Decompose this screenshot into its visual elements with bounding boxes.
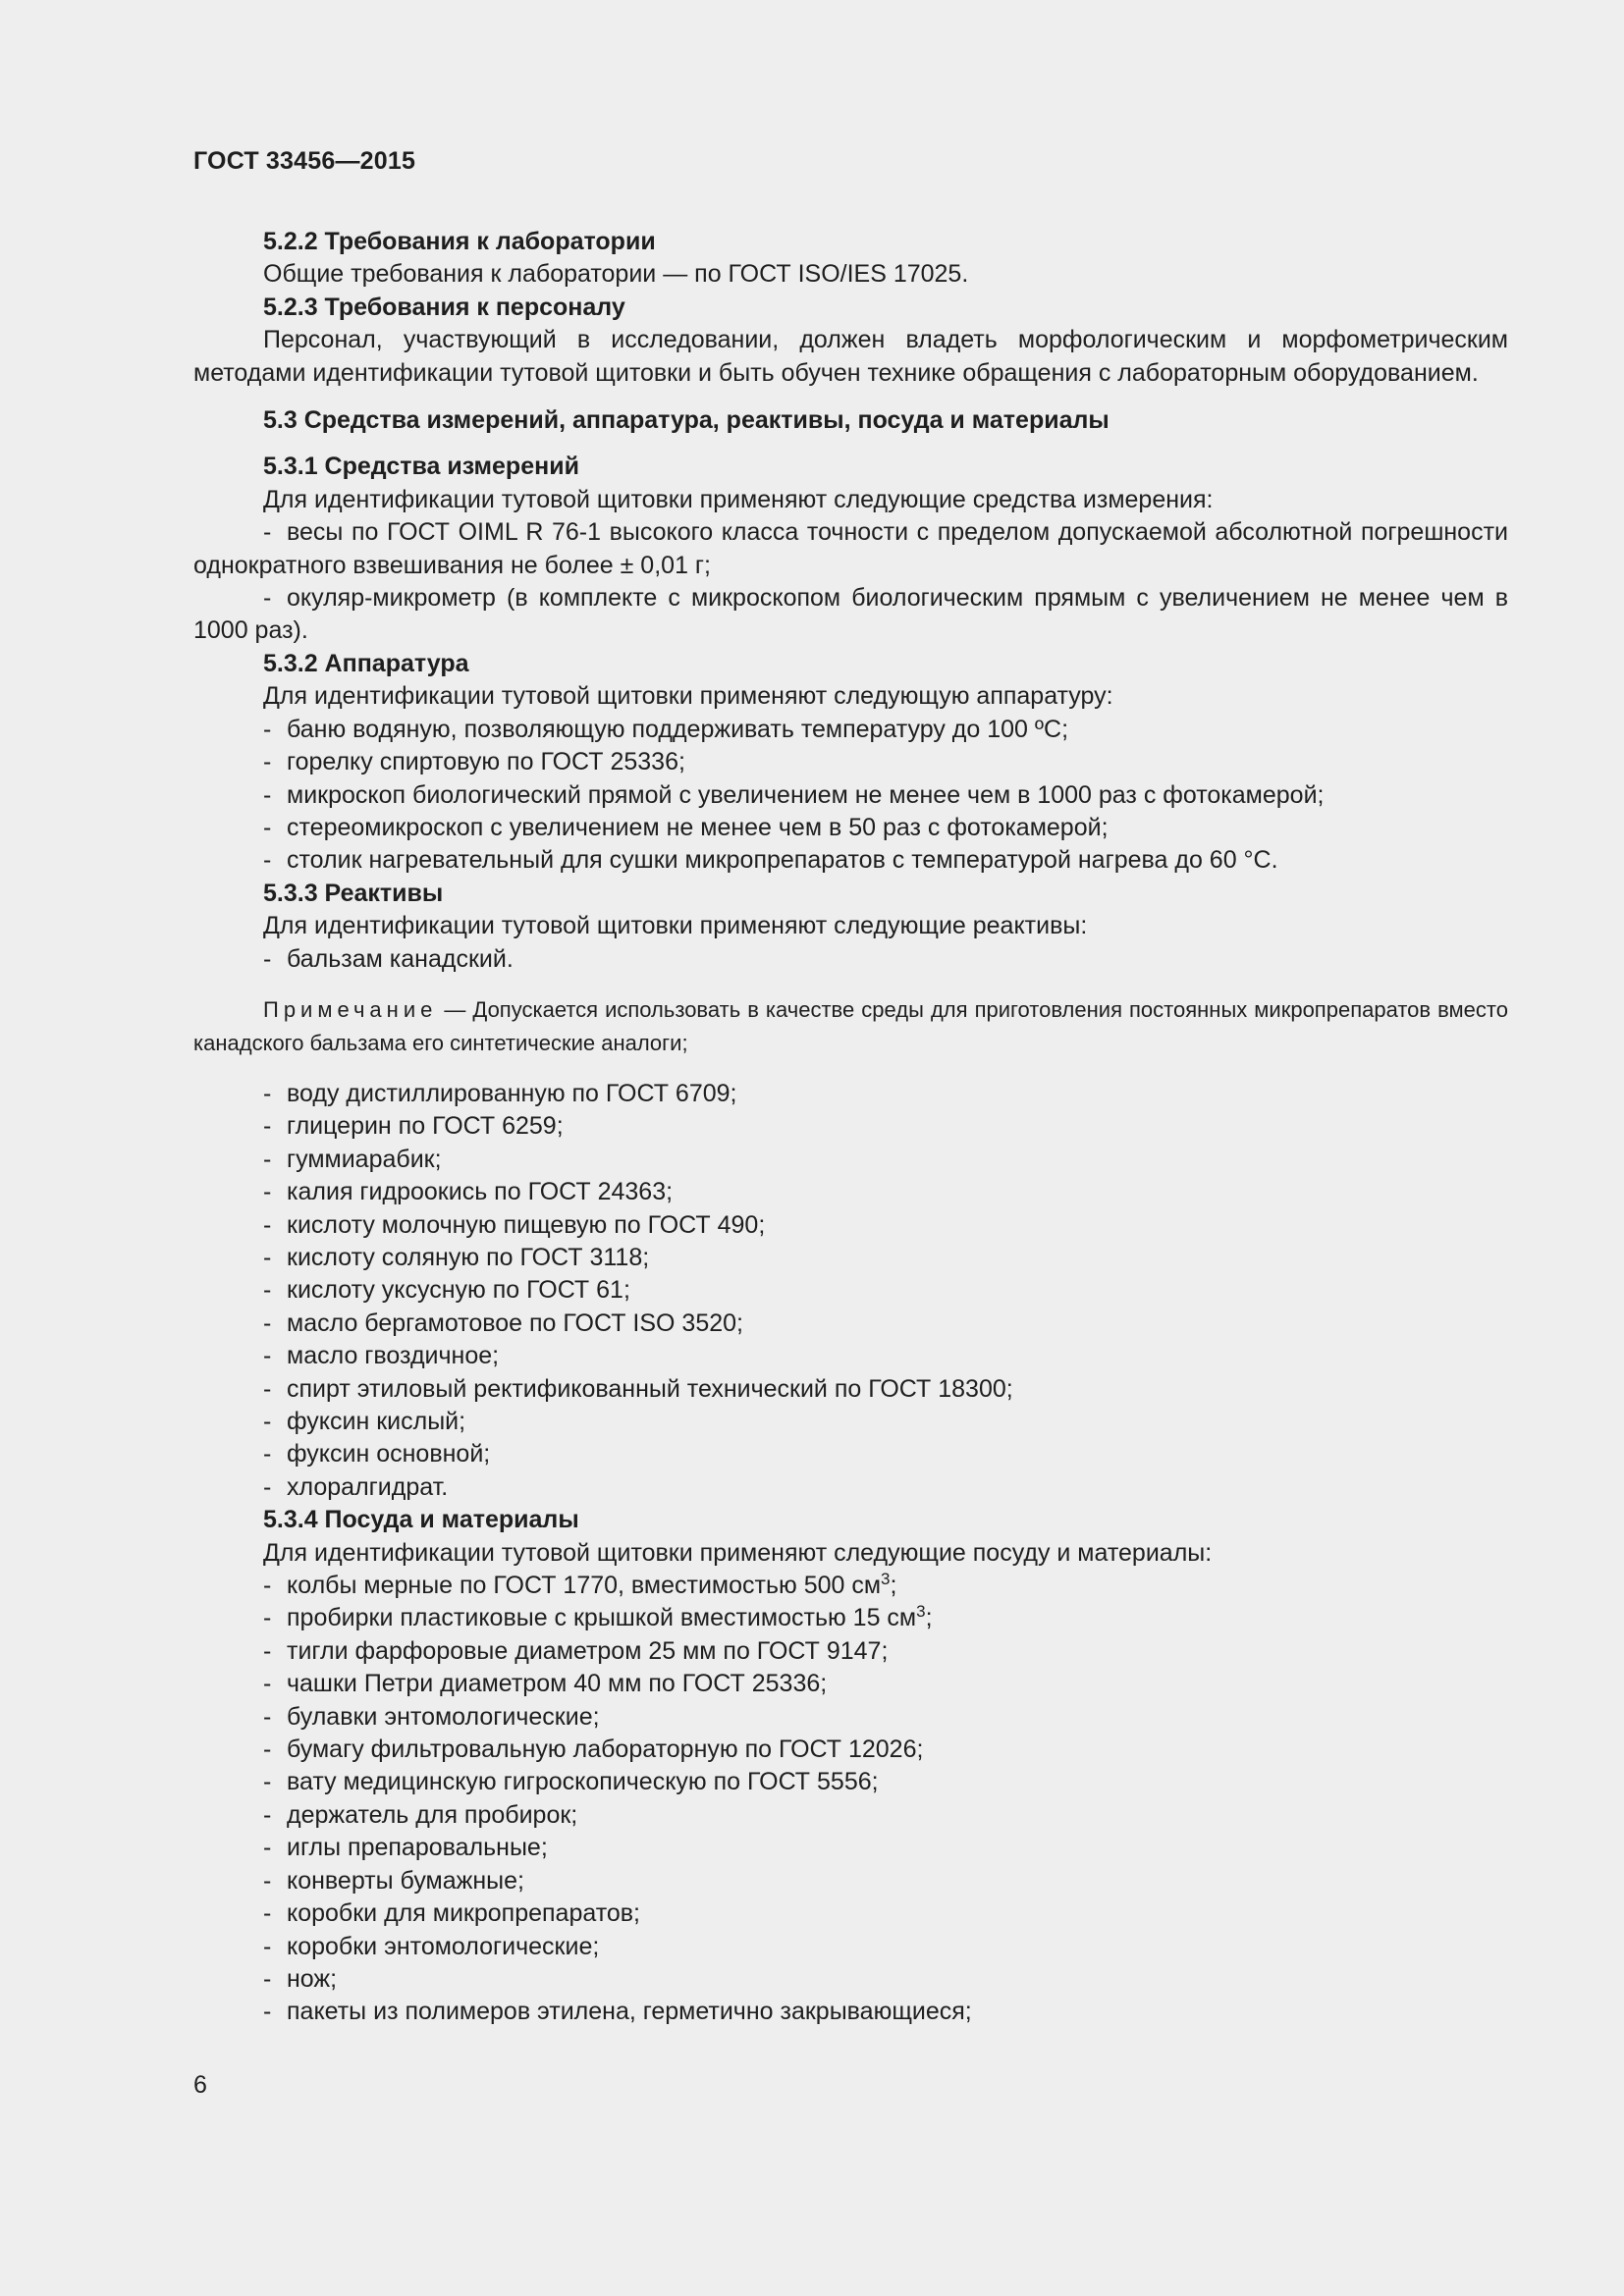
list-item-text: весы по ГОСТ OIML R 76-1 высокого класса точности с пределом допускаемой абсолютной погрешности однократного взвешивания не более ± 0,01 г; (193, 518, 1508, 579)
list-item-text: микроскоп биологический прямой с увеличением не менее чем в 1000 раз с фотокамерой; (287, 780, 1325, 809)
list-reagents-continued (193, 1078, 1508, 1504)
list-item (193, 1570, 1508, 1602)
list-dash: - (263, 1079, 272, 1107)
note-text: — Допускается использовать в качестве среды для приготовления постоянных микропрепаратов вместо канадского бальзама его синтетические аналоги; (193, 996, 1508, 1055)
list-item-text: колбы мерные по ГОСТ 1770, вместимостью 500 см (287, 1572, 882, 1600)
list-item (193, 1438, 1508, 1470)
list-item (193, 1406, 1508, 1438)
list-item (193, 1209, 1508, 1242)
list-item (193, 943, 1508, 976)
list-item-text: коробки энтомологические; (287, 1932, 600, 1960)
superscript: 3 (881, 1570, 891, 1589)
list-measurement-tools (193, 516, 1508, 648)
list-dash: - (263, 748, 272, 776)
list-item-text: бальзам канадский. (287, 944, 514, 973)
list-dash: - (263, 1308, 272, 1337)
list-dash: - (263, 1112, 272, 1141)
note (193, 993, 1508, 1060)
list-item-text: глицерин по ГОСТ 6259; (287, 1112, 564, 1141)
paragraph: Общие требования к лаборатории — по ГОСТ ISO/IES 17025. (263, 260, 969, 289)
paragraph: Для идентификации тутовой щитовки применяют следующую аппаратуру: (263, 682, 1113, 711)
paragraph: Персонал, участвующий в исследовании, должен владеть морфологическим и морфометрическим методами идентификации тутовой щитовки и быть обучен технике обращения с лабораторным оборудованием. (193, 326, 1508, 387)
list-dash: - (263, 1572, 272, 1600)
list-dash: - (263, 1243, 272, 1271)
list-item (193, 1373, 1508, 1406)
list-item-text: воду дистиллированную по ГОСТ 6709; (287, 1079, 737, 1107)
list-item-text: фуксин основной; (287, 1440, 491, 1468)
list-dash: - (263, 846, 272, 875)
list-dash: - (263, 1768, 272, 1796)
list-item-text: вату медицинскую гигроскопическую по ГОСТ 5556; (287, 1768, 879, 1796)
list-item-text: баню водяную, позволяющую поддерживать температуру до 100 ºС; (287, 715, 1069, 743)
list-item (193, 1996, 1508, 2028)
list-item-text: фуксин кислый; (287, 1408, 466, 1435)
list-item (193, 1931, 1508, 1963)
list-dash: - (263, 584, 272, 613)
list-item (193, 1897, 1508, 1930)
list-item (193, 1602, 1508, 1634)
list-dash: - (263, 1178, 272, 1206)
list-item (193, 714, 1508, 746)
note-label: Примечание (263, 996, 438, 1022)
list-dash: - (263, 1670, 272, 1698)
list-item-text: окуляр-микрометр (в комплекте с микроскопом биологическим прямым с увеличением не менее чем в 1000 раз). (193, 584, 1508, 645)
list-item (193, 1635, 1508, 1668)
list-item-punct: ; (925, 1604, 933, 1632)
list-item-text: бумагу фильтровальную лабораторную по ГОСТ 12026; (287, 1735, 924, 1764)
list-dash: - (263, 1932, 272, 1960)
list-item (193, 1078, 1508, 1110)
list-item-text: чашки Петри диаметром 40 мм по ГОСТ 25336; (287, 1670, 828, 1698)
list-item (193, 1963, 1508, 1996)
list-item-text: кислоту соляную по ГОСТ 3118; (287, 1243, 650, 1271)
list-dash: - (263, 1964, 272, 1993)
list-dash: - (263, 518, 272, 547)
list-dash: - (263, 1374, 272, 1403)
list-item (193, 844, 1508, 877)
section-heading-5-3: 5.3 Средства измерений, аппаратура, реактивы, посуда и материалы (263, 406, 1110, 435)
list-item (193, 1242, 1508, 1274)
list-item-text: коробки для микропрепаратов; (287, 1899, 640, 1928)
list-dash: - (263, 1866, 272, 1895)
document-body (193, 226, 1508, 2029)
list-dash: - (263, 715, 272, 743)
list-item-text: масло гвоздичное; (287, 1342, 500, 1370)
section-heading-5-3-2: 5.3.2 Аппаратура (263, 649, 469, 677)
section-heading-5-2-2: 5.2.2 Требования к лаборатории (263, 228, 656, 255)
list-dash: - (263, 1408, 272, 1435)
list-dash: - (263, 813, 272, 841)
list-item (193, 1340, 1508, 1372)
list-item-text: масло бергамотовое по ГОСТ ISO 3520; (287, 1308, 743, 1337)
paragraph: Для идентификации тутовой щитовки применяют следующие реактивы: (263, 912, 1088, 940)
list-item-text: пробирки пластиковые с крышкой вместимостью 15 см (287, 1604, 917, 1632)
list-dash: - (263, 1604, 272, 1632)
list-item (193, 1734, 1508, 1766)
list-dash: - (263, 1472, 272, 1501)
section-heading-5-3-3: 5.3.3 Реактивы (263, 879, 444, 907)
list-item-text: конверты бумажные; (287, 1866, 524, 1895)
list-item (193, 582, 1508, 648)
list-glassware-materials (193, 1570, 1508, 2029)
list-item-text: калия гидроокись по ГОСТ 24363; (287, 1178, 674, 1206)
list-dash: - (263, 944, 272, 973)
list-item (193, 812, 1508, 844)
list-item (193, 1766, 1508, 1798)
list-item-text: столик нагревательный для сушки микропрепаратов с температурой нагрева до 60 °С. (287, 846, 1278, 875)
list-apparatus (193, 714, 1508, 878)
list-item (193, 1274, 1508, 1307)
list-item (193, 1832, 1508, 1864)
list-item (193, 1308, 1508, 1340)
list-item-text: держатель для пробирок; (287, 1800, 578, 1829)
list-item-text: нож; (287, 1964, 338, 1993)
list-dash: - (263, 1440, 272, 1468)
list-item-text: стереомикроскоп с увеличением не менее чем в 50 раз с фотокамерой; (287, 813, 1109, 841)
list-dash: - (263, 1998, 272, 2026)
list-dash: - (263, 1210, 272, 1239)
list-item-text: иглы препаровальные; (287, 1834, 548, 1862)
section-heading-5-2-3: 5.2.3 Требования к персоналу (263, 293, 625, 321)
list-dash: - (263, 1636, 272, 1665)
list-dash: - (263, 1276, 272, 1305)
list-dash: - (263, 1702, 272, 1731)
document-header: ГОСТ 33456—2015 (193, 147, 416, 175)
list-item (193, 1865, 1508, 1897)
paragraph: Для идентификации тутовой щитовки применяют следующие средства измерения: (263, 485, 1214, 513)
list-item-text: гуммиарабик; (287, 1145, 442, 1173)
list-item (193, 779, 1508, 812)
section-heading-5-3-1: 5.3.1 Средства измерений (263, 453, 579, 481)
list-item (193, 1144, 1508, 1176)
list-dash: - (263, 1834, 272, 1862)
section-heading-5-3-4: 5.3.4 Посуда и материалы (263, 1506, 579, 1534)
superscript: 3 (916, 1602, 926, 1622)
list-item-text: горелку спиртовую по ГОСТ 25336; (287, 748, 685, 776)
list-item-text: тигли фарфоровые диаметром 25 мм по ГОСТ 9147; (287, 1636, 889, 1665)
list-dash: - (263, 1800, 272, 1829)
list-dash: - (263, 1342, 272, 1370)
list-item-text: хлоралгидрат. (287, 1472, 449, 1501)
list-item (193, 516, 1508, 582)
list-dash: - (263, 1145, 272, 1173)
list-item-text: булавки энтомологические; (287, 1702, 600, 1731)
list-item (193, 1668, 1508, 1700)
list-dash: - (263, 1735, 272, 1764)
list-item (193, 746, 1508, 778)
list-item-text: кислоту уксусную по ГОСТ 61; (287, 1276, 630, 1305)
list-item-text: пакеты из полимеров этилена, герметично закрывающиеся; (287, 1998, 972, 2026)
list-item-punct: ; (890, 1572, 897, 1600)
list-item (193, 1471, 1508, 1504)
list-item-text: кислоту молочную пищевую по ГОСТ 490; (287, 1210, 766, 1239)
page-number: 6 (193, 2071, 207, 2099)
list-item (193, 1176, 1508, 1208)
list-item (193, 1799, 1508, 1832)
list-item (193, 1110, 1508, 1143)
list-dash: - (263, 1899, 272, 1928)
list-dash: - (263, 780, 272, 809)
list-item-text: спирт этиловый ректификованный технический по ГОСТ 18300; (287, 1374, 1013, 1403)
paragraph: Для идентификации тутовой щитовки применяют следующие посуду и материалы: (263, 1538, 1213, 1567)
list-item (193, 1701, 1508, 1734)
list-reagents (193, 943, 1508, 976)
